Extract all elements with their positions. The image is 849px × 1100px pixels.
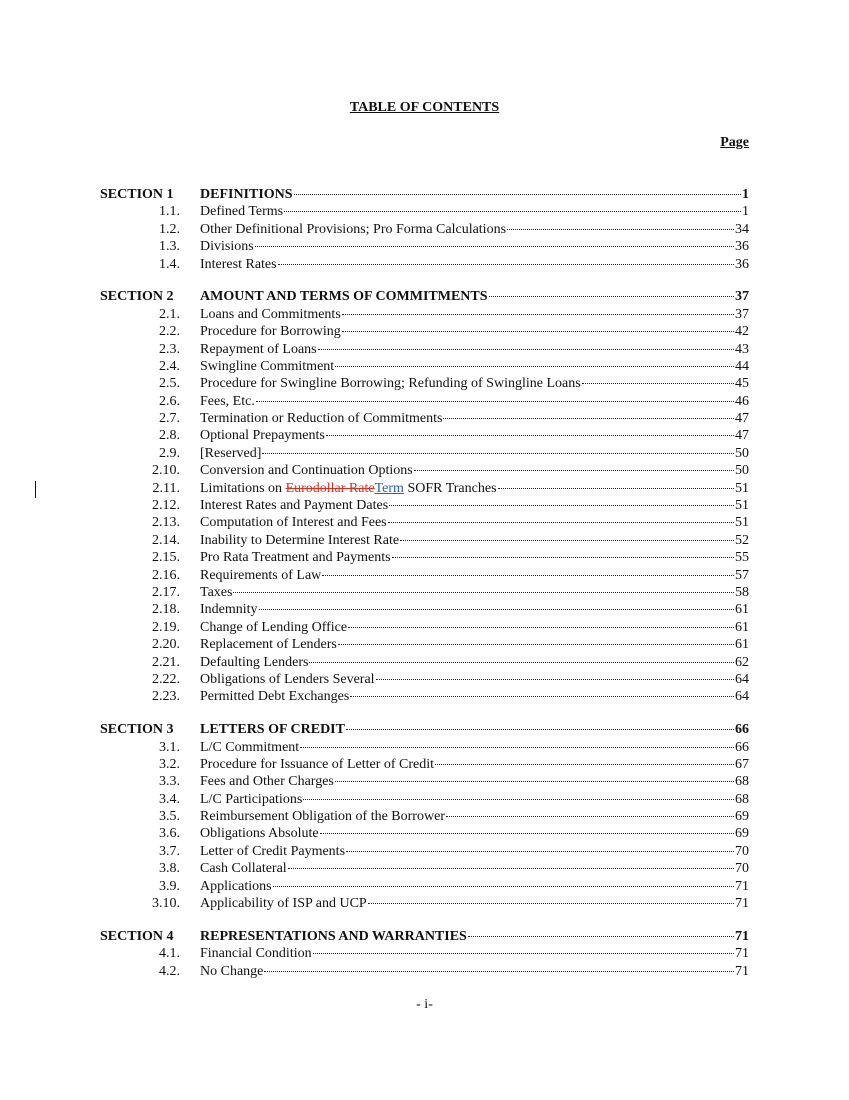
toc-entry[interactable] (0, 256, 849, 273)
entry-page-number: 45 (735, 376, 749, 392)
toc-entry[interactable] (0, 878, 849, 895)
entry-line (200, 323, 749, 340)
entry-line (200, 739, 749, 756)
entry-number: 2.14. (152, 532, 180, 548)
section-page-number: 71 (735, 928, 749, 944)
entry-page-number: 68 (735, 791, 749, 807)
entry-number: 4.1. (159, 946, 180, 962)
dot-leader (498, 488, 734, 489)
dot-leader (284, 211, 741, 212)
entry-line (200, 480, 749, 497)
toc-entry[interactable] (0, 497, 849, 514)
entry-title: Inability to Determine Interest Rate (200, 532, 400, 548)
toc-entry[interactable] (0, 843, 849, 860)
dot-leader (350, 696, 734, 697)
toc-entry[interactable] (0, 341, 849, 358)
entry-title: Termination or Reduction of Commitments (200, 411, 443, 427)
entry-title: Pro Rata Treatment and Payments (200, 550, 391, 566)
toc-entry[interactable] (0, 532, 849, 549)
dot-leader (582, 383, 734, 384)
dot-leader (392, 557, 734, 558)
entry-line (200, 410, 749, 427)
dot-leader (507, 229, 734, 230)
entry-line (200, 532, 749, 549)
entry-number: 3.1. (159, 739, 180, 755)
entry-number: 2.4. (159, 358, 180, 374)
entry-number: 2.1. (159, 306, 180, 322)
toc-entry[interactable] (0, 549, 849, 566)
entry-number: 2.12. (152, 498, 180, 514)
toc-section (0, 288, 849, 705)
section-title: AMOUNT AND TERMS OF COMMITMENTS (200, 289, 488, 305)
entry-title: No Change (200, 963, 264, 979)
entry-page-number: 51 (735, 498, 749, 514)
entry-line (200, 341, 749, 358)
toc-entry[interactable] (0, 756, 849, 773)
dot-leader (435, 764, 734, 765)
entry-title: Obligations Absolute (200, 826, 319, 842)
toc-title: TABLE OF CONTENTS (349, 100, 500, 115)
entry-page-number: 36 (735, 239, 749, 255)
entry-number: 3.2. (159, 756, 180, 772)
entry-page-number: 61 (735, 602, 749, 618)
entry-number: 3.7. (159, 843, 180, 859)
entry-number: 2.15. (152, 550, 180, 566)
dot-leader (414, 470, 734, 471)
toc-entry[interactable] (0, 358, 849, 375)
toc-entry[interactable] (0, 619, 849, 636)
section-label: SECTION 2 (100, 289, 174, 305)
section-label: SECTION 4 (100, 928, 174, 944)
dot-leader (294, 194, 741, 195)
entry-number: 2.22. (152, 671, 180, 687)
entry-line (200, 203, 749, 220)
entry-page-number: 42 (735, 324, 749, 340)
section-entry (200, 186, 749, 203)
toc-entry[interactable] (0, 895, 849, 912)
entry-line (200, 238, 749, 255)
entry-line (200, 393, 749, 410)
toc-entry[interactable] (0, 671, 849, 688)
entry-page-number: 67 (735, 756, 749, 772)
entry-number: 2.6. (159, 393, 180, 409)
entry-title: L/C Participations (200, 791, 303, 807)
entry-page-number: 51 (735, 480, 749, 496)
entry-line (200, 773, 749, 790)
dot-leader (320, 833, 734, 834)
entry-page-number: 47 (735, 428, 749, 444)
entry-line (200, 688, 749, 705)
entry-number: 2.19. (152, 619, 180, 635)
entry-page-number: 37 (735, 306, 749, 322)
section-page-number: 37 (735, 289, 749, 305)
toc-entry[interactable] (0, 221, 849, 238)
entry-number: 2.5. (159, 376, 180, 392)
entry-page-number: 64 (735, 671, 749, 687)
section-page-number: 66 (735, 722, 749, 738)
entry-number: 4.2. (159, 963, 180, 979)
entry-number: 2.13. (152, 515, 180, 531)
entry-line (200, 963, 749, 980)
entry-number: 2.3. (159, 341, 180, 357)
entry-title: Loans and Commitments (200, 306, 341, 322)
toc-entry[interactable] (0, 945, 849, 962)
entry-line (200, 584, 749, 601)
entry-line (200, 549, 749, 566)
toc-entry[interactable] (0, 825, 849, 842)
entry-title: Indemnity (200, 602, 258, 618)
dot-leader (443, 418, 734, 419)
section-entry (200, 928, 749, 945)
entry-page-number: 71 (735, 878, 749, 894)
entry-title: Repayment of Loans (200, 341, 317, 357)
entry-title: Computation of Interest and Fees (200, 515, 387, 531)
entry-title: Procedure for Issuance of Letter of Credit (200, 756, 435, 772)
entry-line (200, 358, 749, 375)
entry-number: 3.10. (152, 896, 180, 912)
toc-section-heading[interactable] (0, 186, 849, 203)
toc-entry[interactable] (0, 654, 849, 671)
entry-line (200, 636, 749, 653)
entry-page-number: 58 (735, 584, 749, 600)
entry-number: 3.5. (159, 809, 180, 825)
toc-entry[interactable] (0, 323, 849, 340)
entry-title: [Reserved] (200, 445, 262, 461)
entry-page-number: 44 (735, 358, 749, 374)
section-title: DEFINITIONS (200, 187, 293, 202)
toc-entry[interactable] (0, 238, 849, 255)
entry-page-number: 71 (735, 946, 749, 962)
entry-page-number: 62 (735, 654, 749, 670)
entry-number: 1.3. (159, 239, 180, 255)
toc-entry[interactable] (0, 410, 849, 427)
dot-leader (273, 886, 734, 887)
toc-section (0, 186, 849, 273)
toc-entry[interactable] (0, 791, 849, 808)
entry-line (200, 256, 749, 273)
entry-number: 3.4. (159, 791, 180, 807)
entry-title: Requirements of Law (200, 567, 322, 583)
entry-page-number: 68 (735, 774, 749, 790)
toc-section-heading[interactable] (0, 721, 849, 738)
toc-entry[interactable] (0, 306, 849, 323)
section-entry (200, 288, 749, 305)
entry-line (200, 895, 749, 912)
dot-leader (300, 747, 734, 748)
entry-page-number: 47 (735, 411, 749, 427)
entry-number: 2.9. (159, 445, 180, 461)
table-of-contents (0, 186, 849, 995)
entry-number: 2.10. (152, 463, 180, 479)
inserted-text: Term (374, 480, 404, 496)
dot-leader (335, 781, 734, 782)
entry-title: Procedure for Swingline Borrowing; Refunding of Swingline Loans (200, 376, 581, 392)
dot-leader (322, 575, 734, 576)
entry-number: 3.6. (159, 826, 180, 842)
entry-page-number: 46 (735, 393, 749, 409)
entry-page-number: 61 (735, 619, 749, 635)
toc-entry[interactable] (0, 480, 849, 497)
entry-title: Other Definitional Provisions; Pro Forma Calculations (200, 221, 507, 237)
entry-number: 2.18. (152, 602, 180, 618)
entry-number: 2.2. (159, 324, 180, 340)
entry-title: Obligations of Lenders Several (200, 671, 375, 687)
entry-title: Swingline Commitment (200, 358, 335, 374)
dot-leader (446, 816, 734, 817)
entry-title: Defaulting Lenders (200, 654, 309, 670)
dot-leader (309, 662, 734, 663)
toc-entry[interactable] (0, 567, 849, 584)
dot-leader (346, 851, 734, 852)
entry-number: 3.3. (159, 774, 180, 790)
entry-title: Reimbursement Obligation of the Borrower (200, 809, 445, 825)
entry-title: Fees and Other Charges (200, 774, 334, 790)
entry-line (200, 860, 749, 877)
dot-leader (368, 903, 734, 904)
entry-number: 1.4. (159, 256, 180, 272)
entry-title: Optional Prepayments (200, 428, 325, 444)
toc-entry[interactable] (0, 860, 849, 877)
entry-line (200, 221, 749, 238)
deleted-text: Eurodollar Rate (285, 480, 375, 496)
entry-title: Taxes (200, 584, 233, 600)
dot-leader (376, 679, 734, 680)
dot-leader (335, 366, 734, 367)
entry-page-number: 36 (735, 256, 749, 272)
entry-title: Defined Terms (200, 204, 284, 220)
entry-page-number: 70 (735, 843, 749, 859)
dot-leader (264, 971, 734, 972)
dot-leader (256, 401, 734, 402)
dot-leader (338, 644, 734, 645)
entry-line (200, 791, 749, 808)
section-title: LETTERS OF CREDIT (200, 722, 345, 738)
entry-number: 2.23. (152, 689, 180, 705)
toc-entry[interactable] (0, 688, 849, 705)
page-column-header: Page (720, 135, 749, 150)
section-title: REPRESENTATIONS AND WARRANTIES (200, 928, 467, 944)
entry-number: 2.7. (159, 411, 180, 427)
entry-line (200, 375, 749, 392)
entry-line (200, 671, 749, 688)
dot-leader (255, 246, 734, 247)
entry-line (200, 427, 749, 444)
entry-page-number: 66 (735, 739, 749, 755)
entry-title: Fees, Etc. (200, 393, 255, 409)
dot-leader (489, 296, 734, 297)
toc-entry[interactable] (0, 393, 849, 410)
dot-leader (326, 435, 734, 436)
toc-entry[interactable] (0, 203, 849, 220)
entry-page-number: 70 (735, 861, 749, 877)
title-text: SOFR Tranches (403, 480, 497, 496)
entry-title (200, 480, 497, 497)
entry-page-number: 69 (735, 809, 749, 825)
dot-leader (262, 453, 734, 454)
entry-title: Cash Collateral (200, 861, 287, 877)
entry-title: Financial Condition (200, 946, 312, 962)
entry-line (200, 878, 749, 895)
entry-title: Change of Lending Office (200, 619, 348, 635)
toc-entry[interactable] (0, 584, 849, 601)
dot-leader (468, 936, 734, 937)
entry-page-number: 71 (735, 896, 749, 912)
entry-line (200, 514, 749, 531)
entry-page-number: 34 (735, 221, 749, 237)
dot-leader (318, 349, 734, 350)
section-label: SECTION 3 (100, 722, 174, 738)
entry-title: L/C Commitment (200, 739, 300, 755)
section-entry (200, 721, 749, 738)
toc-entry[interactable] (0, 636, 849, 653)
toc-entry[interactable] (0, 375, 849, 392)
entry-title: Permitted Debt Exchanges (200, 689, 350, 705)
toc-section (0, 928, 849, 980)
section-page-number: 1 (742, 187, 749, 202)
toc-entry[interactable] (0, 808, 849, 825)
entry-page-number: 50 (735, 463, 749, 479)
toc-entry[interactable] (0, 739, 849, 756)
dot-leader (288, 868, 734, 869)
dot-leader (400, 540, 734, 541)
dot-leader (278, 264, 734, 265)
entry-number: 1.1. (159, 204, 180, 220)
toc-section-heading[interactable] (0, 288, 849, 305)
toc-entry[interactable] (0, 963, 849, 980)
entry-line (200, 445, 749, 462)
entry-number: 2.17. (152, 584, 180, 600)
entry-title: Interest Rates and Payment Dates (200, 498, 389, 514)
entry-page-number: 43 (735, 341, 749, 357)
entry-title: Conversion and Continuation Options (200, 463, 413, 479)
toc-section-heading[interactable] (0, 928, 849, 945)
entry-line (200, 825, 749, 842)
toc-section (0, 721, 849, 912)
entry-title: Procedure for Borrowing (200, 324, 341, 340)
title-text: Limitations on (200, 480, 286, 496)
entry-number: 2.11. (152, 480, 180, 496)
toc-entry[interactable] (0, 427, 849, 444)
entry-line (200, 567, 749, 584)
entry-page-number: 64 (735, 689, 749, 705)
entry-page-number: 1 (742, 204, 749, 220)
entry-title: Replacement of Lenders (200, 637, 337, 653)
entry-line (200, 808, 749, 825)
entry-title: Interest Rates (200, 256, 277, 272)
entry-line (200, 601, 749, 618)
entry-line (200, 843, 749, 860)
entry-number: 2.16. (152, 567, 180, 583)
dot-leader (348, 627, 734, 628)
entry-title: Applicability of ISP and UCP (200, 896, 367, 912)
entry-number: 2.8. (159, 428, 180, 444)
dot-leader (389, 505, 734, 506)
entry-number: 2.21. (152, 654, 180, 670)
dot-leader (346, 729, 734, 730)
entry-title: Divisions (200, 239, 254, 255)
dot-leader (303, 799, 734, 800)
entry-page-number: 71 (735, 963, 749, 979)
dot-leader (342, 331, 734, 332)
entry-page-number: 51 (735, 515, 749, 531)
entry-number: 3.9. (159, 878, 180, 894)
entry-number: 1.2. (159, 221, 180, 237)
dot-leader (342, 314, 734, 315)
entry-line (200, 756, 749, 773)
toc-entry[interactable] (0, 462, 849, 479)
entry-line (200, 945, 749, 962)
entry-line (200, 619, 749, 636)
page-footer: - i- (416, 997, 433, 1012)
entry-page-number: 55 (735, 550, 749, 566)
entry-line (200, 306, 749, 323)
entry-number: 3.8. (159, 861, 180, 877)
entry-line (200, 497, 749, 514)
dot-leader (233, 592, 734, 593)
entry-title: Letter of Credit Payments (200, 843, 346, 859)
entry-page-number: 69 (735, 826, 749, 842)
entry-page-number: 50 (735, 445, 749, 461)
dot-leader (259, 609, 734, 610)
section-label: SECTION 1 (100, 187, 174, 202)
dot-leader (388, 522, 734, 523)
entry-title: Applications (200, 878, 272, 894)
toc-entry[interactable] (0, 514, 849, 531)
entry-page-number: 57 (735, 567, 749, 583)
toc-entry[interactable] (0, 601, 849, 618)
entry-page-number: 52 (735, 532, 749, 548)
toc-entry[interactable] (0, 445, 849, 462)
entry-line (200, 462, 749, 479)
dot-leader (313, 953, 734, 954)
entry-page-number: 61 (735, 637, 749, 653)
toc-entry[interactable] (0, 773, 849, 790)
entry-number: 2.20. (152, 637, 180, 653)
entry-line (200, 654, 749, 671)
